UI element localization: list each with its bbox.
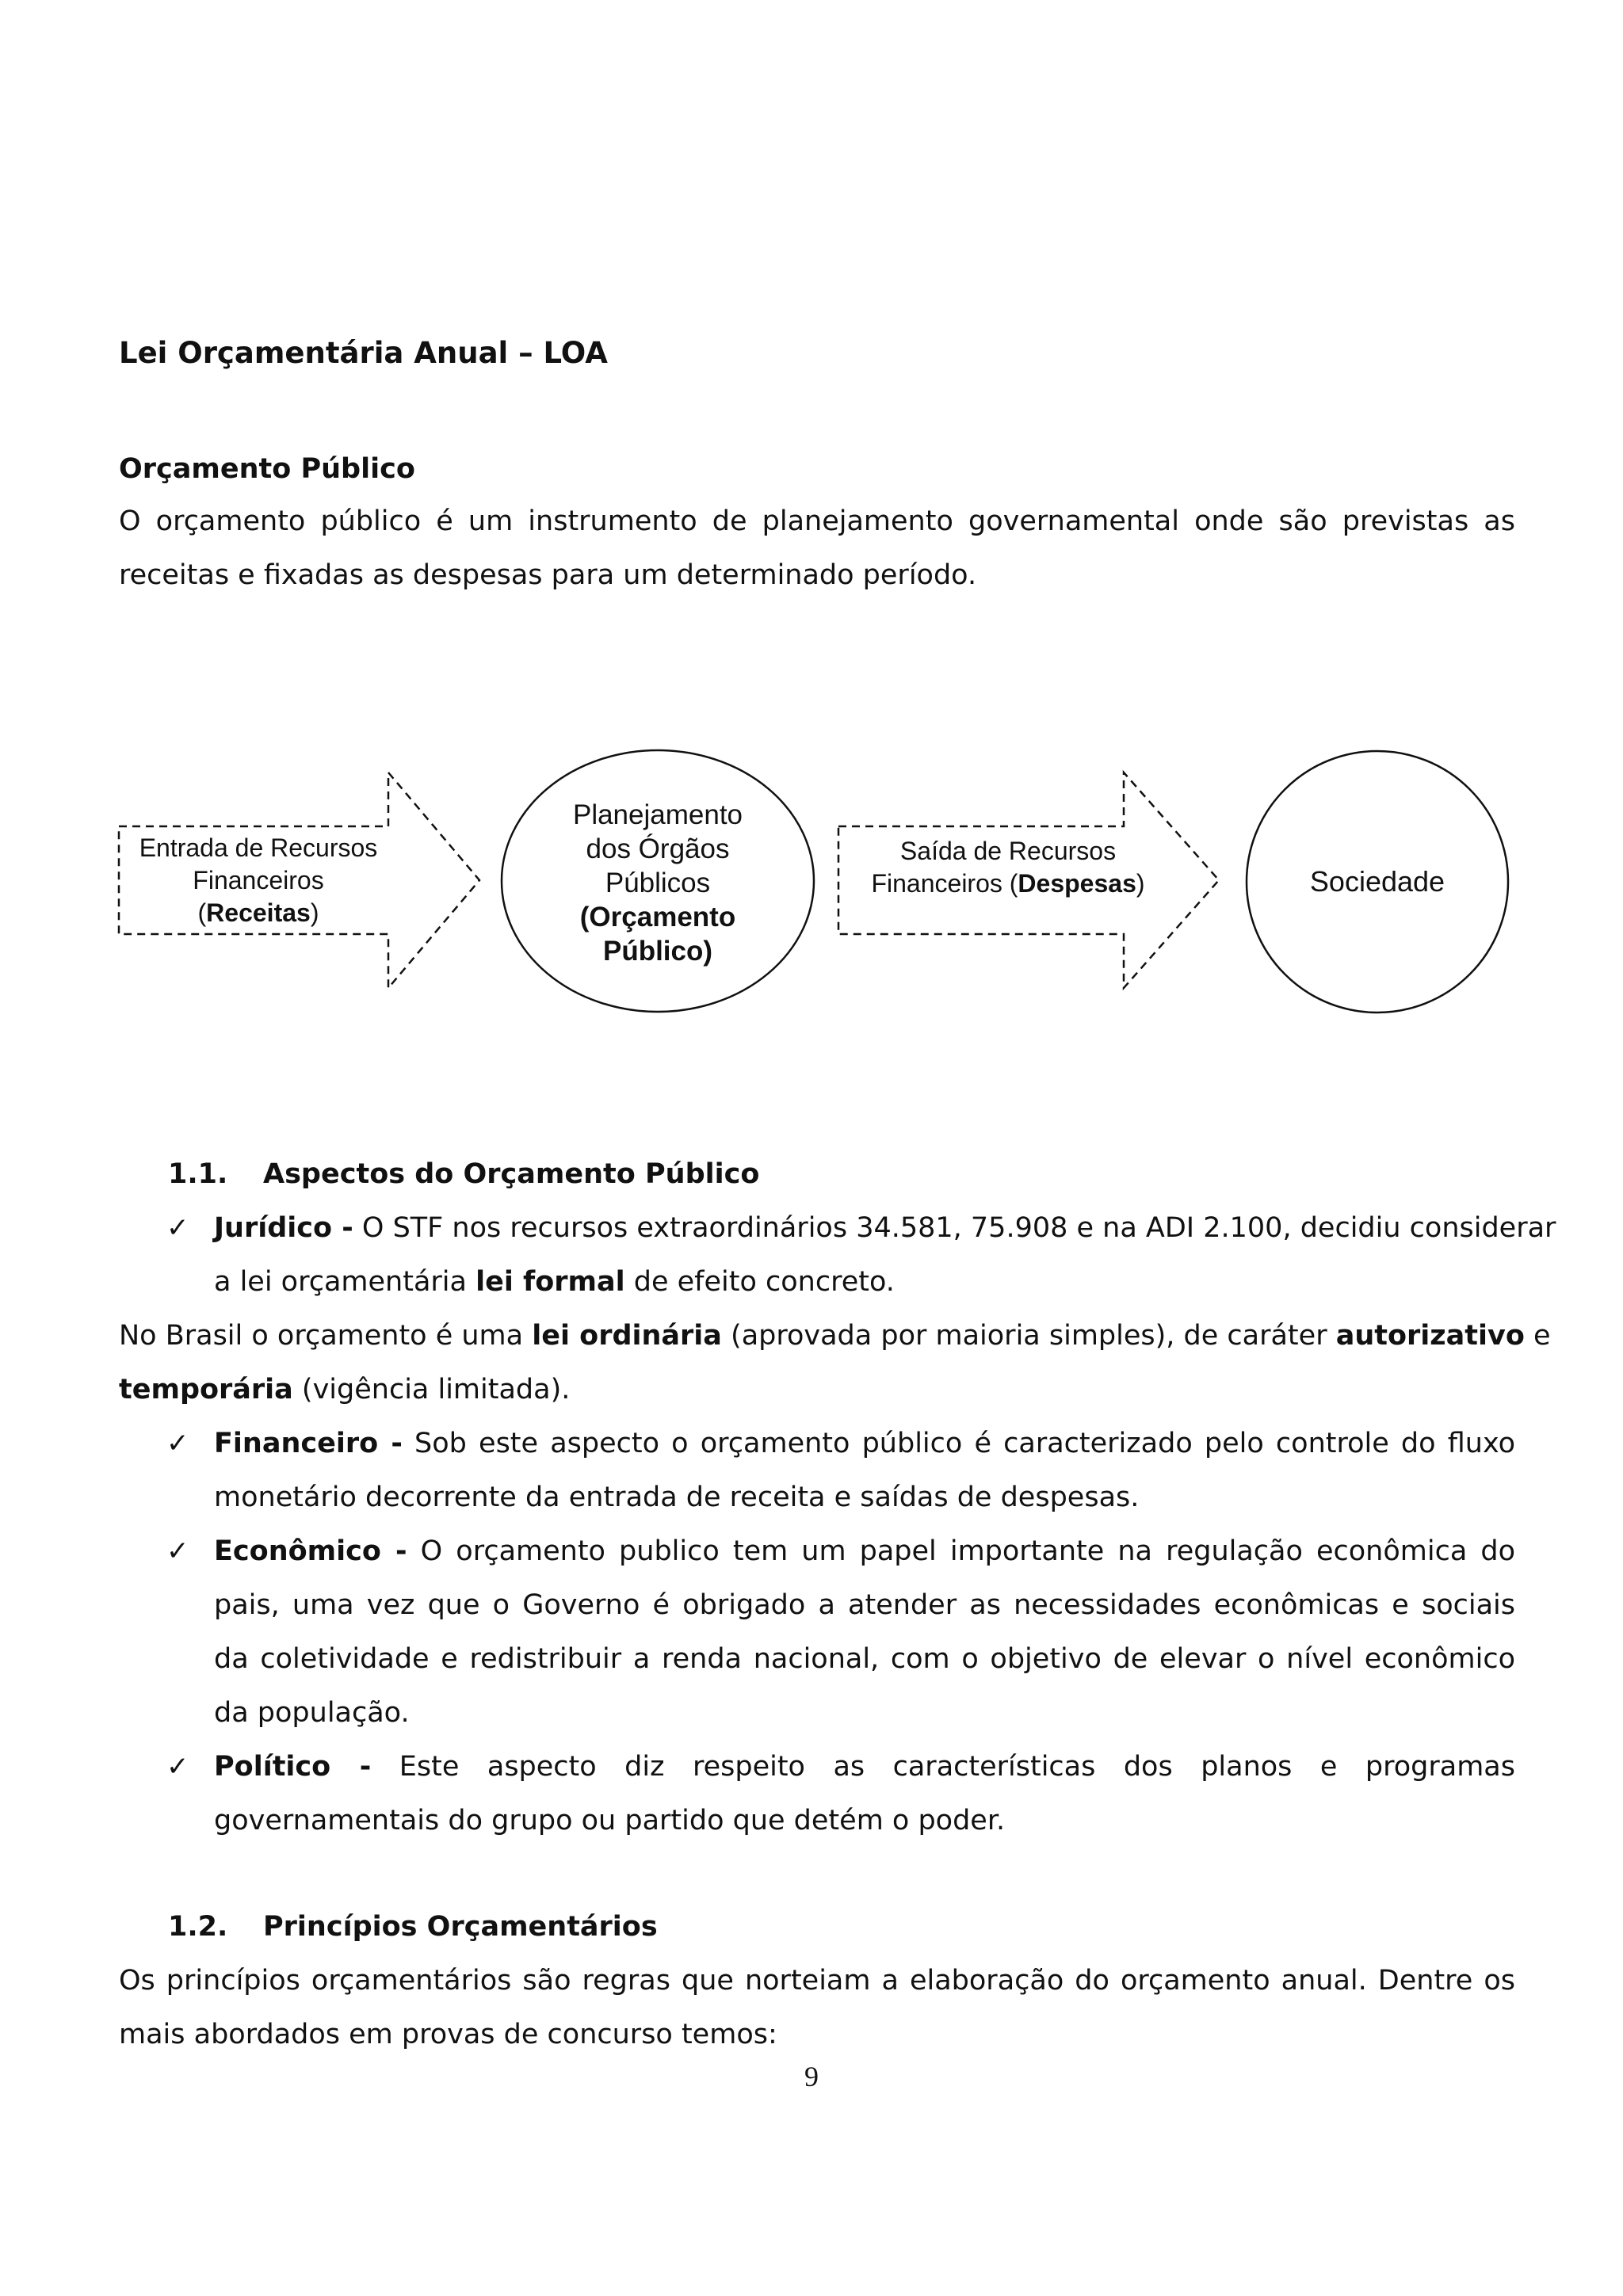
financeiro-line-2: monetário decorrente da entrada de receita e saídas de despesas. bbox=[214, 1482, 1140, 1513]
planejamento-line-3: Públicos bbox=[605, 868, 711, 898]
sociedade-label: Sociedade bbox=[1309, 865, 1445, 898]
politico-line-2: governamentais do grupo ou partido que detém o poder. bbox=[214, 1805, 1006, 1836]
economico-line-1: Econômico - O orçamento publico tem um papel importante na regulação econômica do bbox=[214, 1535, 1515, 1567]
checkmark-icon: ✓ bbox=[166, 1535, 189, 1567]
saida-line-2: Financeiros (Despesas) bbox=[871, 869, 1145, 898]
economico-line-2: pais, uma vez que o Governo é obrigado a atender as necessidades econômicas e sociais bbox=[214, 1589, 1515, 1621]
brasil-line-2: temporária (vigência limitada). bbox=[119, 1374, 571, 1405]
entrada-line-2: Financeiros bbox=[193, 866, 324, 894]
checkmark-icon: ✓ bbox=[166, 1212, 189, 1244]
page-title: Lei Orçamentária Anual – LOA bbox=[119, 336, 608, 370]
planejamento-line-5: Público) bbox=[602, 936, 713, 967]
principios-line-2: mais abordados em provas de concurso temos: bbox=[119, 2019, 777, 2050]
section-1-2-number: 1.2. bbox=[168, 1911, 228, 1943]
page-number: 9 bbox=[804, 2061, 819, 2092]
section-1-1-number: 1.1. bbox=[168, 1158, 228, 1190]
section-1-2-title: Princípios Orçamentários bbox=[263, 1911, 658, 1943]
economico-line-4: da população. bbox=[214, 1697, 410, 1729]
principios-line-1: Os princípios orçamentários são regras que norteiam a elaboração do orçamento anual. Dentre os bbox=[119, 1965, 1515, 1997]
politico-line-1: Político - Este aspecto diz respeito as características dos planos e programas bbox=[214, 1751, 1515, 1783]
intro-line-1: O orçamento público é um instrumento de planejamento governamental onde são previstas as bbox=[119, 505, 1515, 537]
economico-line-3: da coletividade e redistribuir a renda nacional, com o objetivo de elevar o nível econômico bbox=[214, 1643, 1515, 1675]
section-title: Orçamento Público bbox=[119, 453, 415, 485]
checkmark-icon: ✓ bbox=[166, 1751, 189, 1783]
entrada-line-1: Entrada de Recursos bbox=[139, 833, 378, 862]
checkmark-icon: ✓ bbox=[166, 1428, 189, 1459]
juridico-line-2: a lei orçamentária lei formal de efeito concreto. bbox=[214, 1266, 895, 1298]
intro-line-2: receitas e fixadas as despesas para um determinado período. bbox=[119, 559, 977, 591]
entrada-line-3: (Receitas) bbox=[197, 898, 319, 927]
planejamento-line-4: (Orçamento bbox=[579, 902, 736, 933]
brasil-line-1: No Brasil o orçamento é uma lei ordinária (aprovada por maioria simples), de caráter autorizativo e bbox=[119, 1320, 1551, 1352]
juridico-line-1: Jurídico - O STF nos recursos extraordinários 34.581, 75.908 e na ADI 2.100, decidiu considerar bbox=[214, 1212, 1556, 1244]
section-1-1-title: Aspectos do Orçamento Público bbox=[263, 1158, 760, 1190]
financeiro-line-1: Financeiro - Sob este aspecto o orçamento público é caracterizado pelo controle do fluxo bbox=[214, 1428, 1515, 1459]
planejamento-line-1: Planejamento bbox=[572, 799, 743, 830]
planejamento-line-2: dos Órgãos bbox=[586, 833, 730, 864]
saida-line-1: Saída de Recursos bbox=[899, 837, 1117, 865]
